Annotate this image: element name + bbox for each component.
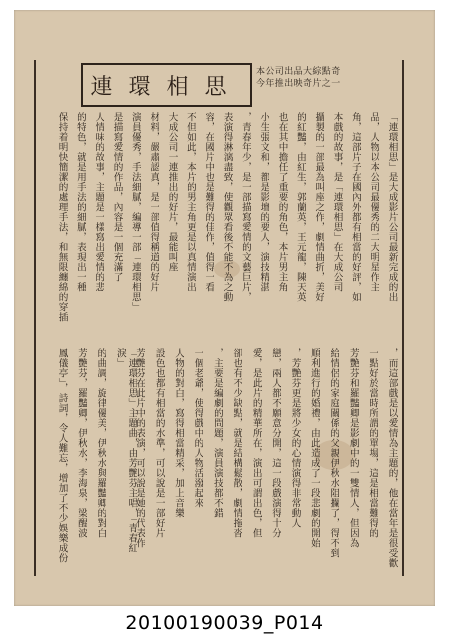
text-column: 設色也都有相當的水準，可以說是一部好片 (153, 348, 165, 538)
text-column: ，而這部戲是以愛情為主題的，他在當年是很受歡 (386, 348, 398, 568)
text-column: 一點好於當時所謂的單場，這是相當難得的 (367, 348, 379, 538)
text-column: 給情侶的家庭關係的父親伊秋水阻攔了，得不到 (328, 348, 340, 558)
text-column: 芳艷芬和羅豔卿是影劇中的一雙情人，但因為 (347, 348, 359, 548)
text-column: 卻也有不少缺點，就是結構鬆散，劇情拖沓 (231, 348, 243, 538)
title-box (81, 63, 252, 107)
text-column: 的特色，就是用手法的細膩，表現出一種 (74, 112, 86, 292)
text-column: 演員優秀，手法細膩，編導一部「連環相思」 (129, 112, 141, 312)
text-column: 也在其中擔任了重要的角色，本片男主角 (276, 112, 288, 292)
text-column: ，青春年少，是一部描寫愛情的文藝巨片， (239, 112, 251, 302)
text-column: 容，在國片中也是難得的佳作，值得一看 (203, 112, 215, 292)
text-column: 角，這部片子在國內外都有相當的好評，如 (349, 112, 361, 302)
subtitle-line: 今年推出映奇片之一 (256, 79, 341, 89)
text-column: 是描寫愛情的作品，內容是一個充滿了 (111, 112, 123, 282)
text-column: 人物的對白，寫得相當精采，加上音樂 (173, 348, 185, 518)
text-column: 小生張文和，都是影壇的要人，演技精湛 (258, 112, 270, 292)
text-column: 保持着明快簡潔的處理手法，和無限纏綿的穿插 (56, 112, 68, 322)
text-column: 人情味的故事，主題是一樣寫出愛情的悲 (93, 112, 105, 292)
text-column: 「連環相思」主題曲，由芳艷芬主唱，「青春紅淚」 (114, 348, 138, 554)
text-column: 品，人物以本公司最優秀的二大明星作主 (368, 112, 380, 292)
header-subtitle-right (256, 66, 341, 90)
text-column: 大成公司一連推出的好片，最能叫座 (166, 112, 178, 272)
text-column: 材料，嚴肅認真，是一部值得稱道的好片 (148, 112, 160, 292)
text-column: 一個老爺，使得戲中的人物活潑起來 (192, 348, 204, 508)
text-column: 不但如此，本片的男主角更是以真情演出 (184, 112, 196, 292)
text-column: 的紅豔，由紅生，郭蘭英，王元龍，陳天英 (294, 112, 306, 302)
text-column: 本戲的故事，是「連環相思」在大成公司 (331, 112, 343, 292)
subtitle-line: 本公司出品大綜點奇 (256, 67, 341, 77)
text-column: 鳳儀亭」，詩詞，令人難忘，增加了不少娛樂成份 (56, 348, 68, 564)
text-column: 愛，是此片的精華所在，演出可謂出色，但 (250, 348, 262, 538)
text-column: 芳艷芬在此片中的表演，可以說是她的代表作 (134, 348, 146, 548)
image-caption: 20100190039_P014 (125, 612, 324, 634)
text-column: 表演得淋漓盡致，使觀眾看後不能不為之動 (221, 112, 233, 302)
page-title: 連環相思 (90, 74, 243, 100)
text-column: 的曲調，旋律優美，伊秋水與羅豔卿的對白 (95, 348, 107, 538)
text-column: ，主要是編劇的問題，演員演技都不錯 (211, 348, 223, 518)
text-column: ，芳艷芬更是將少女的心情演得非常動人 (289, 348, 301, 528)
text-column: 攝製的一部最為叫座之作，劇情曲折，美好 (313, 112, 325, 302)
text-column: 芳艷芬，羅豔卿，伊秋水，李海泉，梁醒波 (76, 348, 87, 538)
text-column: 順利進行的婚禮，由此造成了一段悲劇的開始 (308, 348, 320, 548)
text-column: 「連環相思」是大成影片公司最新完成的出 (386, 112, 398, 302)
text-column: 戀，兩人都不願意分開，這一段戲演得十分 (270, 348, 282, 538)
